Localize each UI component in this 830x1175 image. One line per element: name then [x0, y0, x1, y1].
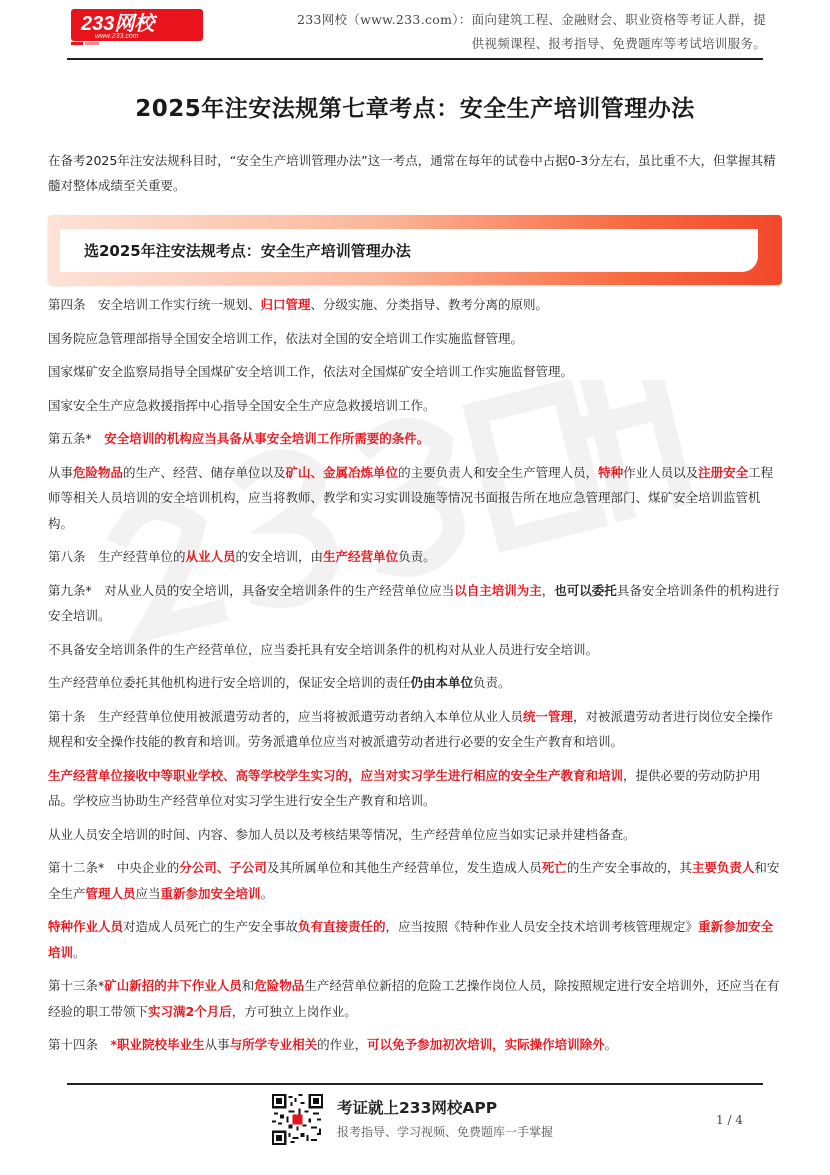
text-segment: 第五条*	[48, 431, 105, 446]
article-5	[48, 426, 782, 452]
page-number: 1 / 4	[716, 1113, 743, 1127]
article-4	[48, 292, 782, 318]
text-segment: 的安全培训，由	[235, 549, 324, 564]
text-segment: 第十三条*	[48, 978, 105, 993]
logo-text: 233网校	[81, 13, 155, 35]
text-segment: 对造成人员死亡的生产安全事故	[123, 919, 299, 934]
text-segment: ，应当按照《特种作业人员安全技术培训考核管理规定》	[385, 919, 699, 934]
article-12	[48, 855, 782, 906]
text-segment: 的生产安全事故的，其	[566, 860, 692, 875]
text-segment: 第八条 生产经营单位的	[48, 549, 186, 564]
text-segment: 。	[604, 1037, 618, 1052]
article-10	[48, 704, 782, 755]
article-8	[48, 544, 782, 570]
logo-url: www.233.com	[95, 33, 139, 40]
highlight: 危险物品	[254, 978, 305, 993]
text-segment: 的主要负责人和安全生产管理人员，	[398, 464, 599, 480]
text-segment: 的生产、经营、储存单位以及	[123, 464, 286, 480]
qr-code-icon[interactable]	[272, 1094, 323, 1145]
highlight: 从业人员	[185, 549, 236, 564]
text-segment: 生产经营单位新招的危险工艺操作岗位人员，除按照规定进行安全培训外，还应当在有经验的职工带领下	[48, 978, 780, 1019]
highlight: 重新参加安全培训	[160, 885, 261, 901]
text-segment: 和安全生产	[48, 860, 780, 901]
paragraph: 国家安全生产应急救援指挥中心指导全国安全生产应急救援培训工作。	[48, 397, 436, 413]
text-segment: 及其所属单位和其他生产经营单位，发生造成人员	[266, 860, 542, 875]
highlight: 以自主培训为主	[454, 582, 542, 598]
text-segment: 作业人员以及	[623, 464, 699, 480]
233-logo	[71, 9, 203, 45]
article-14	[48, 1032, 782, 1058]
text-segment: 第九条* 对从业人员的安全培训，具备安全培训条件的生产经营单位应当	[48, 582, 455, 598]
text-segment: ，	[541, 582, 555, 598]
text-segment: 负责。	[398, 549, 436, 564]
highlight: 分公司、子公司	[179, 860, 267, 875]
text-segment: 第十条 生产经营单位使用被派遣劳动者的，应当将被派遣劳动者纳入本单位从业人员	[48, 708, 524, 724]
header-desc-line2: 供视频课程、报考指导、免费题库等考试培训服务。	[471, 36, 766, 51]
header-divider	[67, 58, 763, 60]
text-segment: 应当	[135, 885, 161, 901]
highlight: 死亡	[541, 860, 567, 875]
footer-divider	[67, 1083, 763, 1085]
paragraph: 不具备安全培训条件的生产经营单位，应当委托具有安全培训条件的机构对从业人员进行安全培训。	[48, 641, 599, 657]
paragraph: 从业人员安全培训的时间、内容、参加人员以及考核结果等情况，生产经营单位应当如实记录并建档备查。	[48, 826, 636, 842]
paragraph	[48, 914, 782, 965]
text-segment: 。	[260, 885, 274, 901]
highlight: 安全培训的机构应当具备从事安全培训工作所需要的条件。	[104, 431, 430, 446]
highlight: 危险物品	[73, 464, 124, 480]
highlight: 生产经营单位	[323, 549, 399, 564]
highlight: 统一管理	[523, 708, 574, 724]
article-9	[48, 578, 782, 629]
text-segment: 从事	[204, 1037, 230, 1052]
text-segment: 第十二条* 中央企业的	[48, 860, 180, 875]
highlight: *职业院校毕业生	[110, 1037, 205, 1052]
highlight: 主要负责人	[691, 860, 755, 875]
highlight: 特种	[598, 464, 624, 480]
header-desc-line1: 233网校（www.233.com）：面向建筑工程、金融财会、职业资格等考证人群，提	[296, 12, 766, 27]
text-segment: 。	[73, 944, 86, 960]
text-segment: 从事	[48, 464, 74, 480]
text-segment: 生产经营单位委托其他机构进行安全培训的，保证安全培训的责任	[48, 675, 411, 690]
text-segment: 的作业，	[317, 1037, 368, 1052]
bold-text: 仍由本单位	[410, 675, 474, 690]
highlight: 可以免予参加初次培训，实际操作培训除外	[367, 1037, 605, 1052]
highlight: 归口管理	[260, 297, 311, 312]
paragraph	[48, 763, 782, 814]
text-segment: 第四条 安全培训工作实行统一规划、	[48, 297, 261, 312]
text-segment: ，提供必要的劳动防护用品。学校应当协助生产经营单位对实习学生进行安全生产教育和培训。	[48, 767, 761, 808]
paragraph: 国家煤矿安全监察局指导全国煤矿安全培训工作，依法对全国煤矿安全培训工作实施监督管理。	[48, 364, 574, 379]
highlight: 与所学专业相关	[229, 1037, 318, 1052]
paragraph	[48, 460, 782, 537]
highlight: 负有直接责任的	[298, 919, 386, 934]
highlight: 管理人员	[85, 885, 136, 901]
highlight: 实习满2个月后	[148, 1003, 232, 1019]
article-13	[48, 973, 782, 1024]
footer-app-title: 考证就上233网校APP	[337, 1099, 498, 1117]
text-segment: 和	[241, 978, 255, 993]
intro-paragraph: 在备考2025年注安法规科目时，“安全生产培训管理办法”这一考点，通常在每年的试卷中占据0-3分左右，虽比重不大，但掌握其精髓对整体成绩至关重要。	[48, 153, 776, 193]
text-segment: 负责。	[473, 675, 511, 690]
paragraph	[48, 670, 782, 696]
article-content	[48, 292, 782, 1066]
highlight: 矿山、金属冶炼单位	[285, 464, 399, 480]
highlight: 重新参加安全培训	[48, 919, 774, 960]
highlight: 生产经营单位接收中等职业学校、高等学校学生实习的，应当对实习学生进行相应的安全生产教育和培训	[48, 767, 624, 783]
banner-inner	[60, 229, 758, 272]
text-segment: 、分级实施、分类指导、教考分离的原则。	[310, 297, 549, 312]
text-segment: 具备安全培训条件的机构进行安全培训。	[48, 582, 780, 623]
header-description	[270, 8, 766, 56]
highlight: 注册安全	[698, 464, 749, 480]
bold-text: 也可以委托	[554, 582, 617, 598]
highlight: 矿山新招的井下作业人员	[104, 978, 242, 993]
section-banner	[48, 215, 782, 285]
text-segment: ，对被派遣劳动者进行岗位安全操作规程和安全操作技能的教育和培训。劳务派遣单位应当对被派遣劳动者进行必要的安全生产教育和培训。	[48, 708, 774, 749]
highlight: 特种作业人员	[48, 919, 124, 934]
page-title: 2025年注安法规第七章考点：安全生产培训管理办法	[135, 96, 695, 122]
text-segment: 第十四条	[48, 1037, 111, 1052]
text-segment: 工程师等相关人员培训的安全培训机构，应当将教师、教学和实习实训设施等情况书面报告所在地应急管理部门、煤矿安全培训监管机构。	[48, 464, 774, 531]
footer-app-subtitle: 报考指导、学习视频、免费题库一手掌握	[337, 1125, 554, 1139]
text-segment: ，方可独立上岗作业。	[231, 1003, 357, 1019]
paragraph: 国务院应急管理部指导全国安全培训工作，依法对全国的安全培训工作实施监督管理。	[48, 330, 524, 346]
banner-title: 选2025年注安法规考点：安全生产培训管理办法	[84, 242, 411, 260]
